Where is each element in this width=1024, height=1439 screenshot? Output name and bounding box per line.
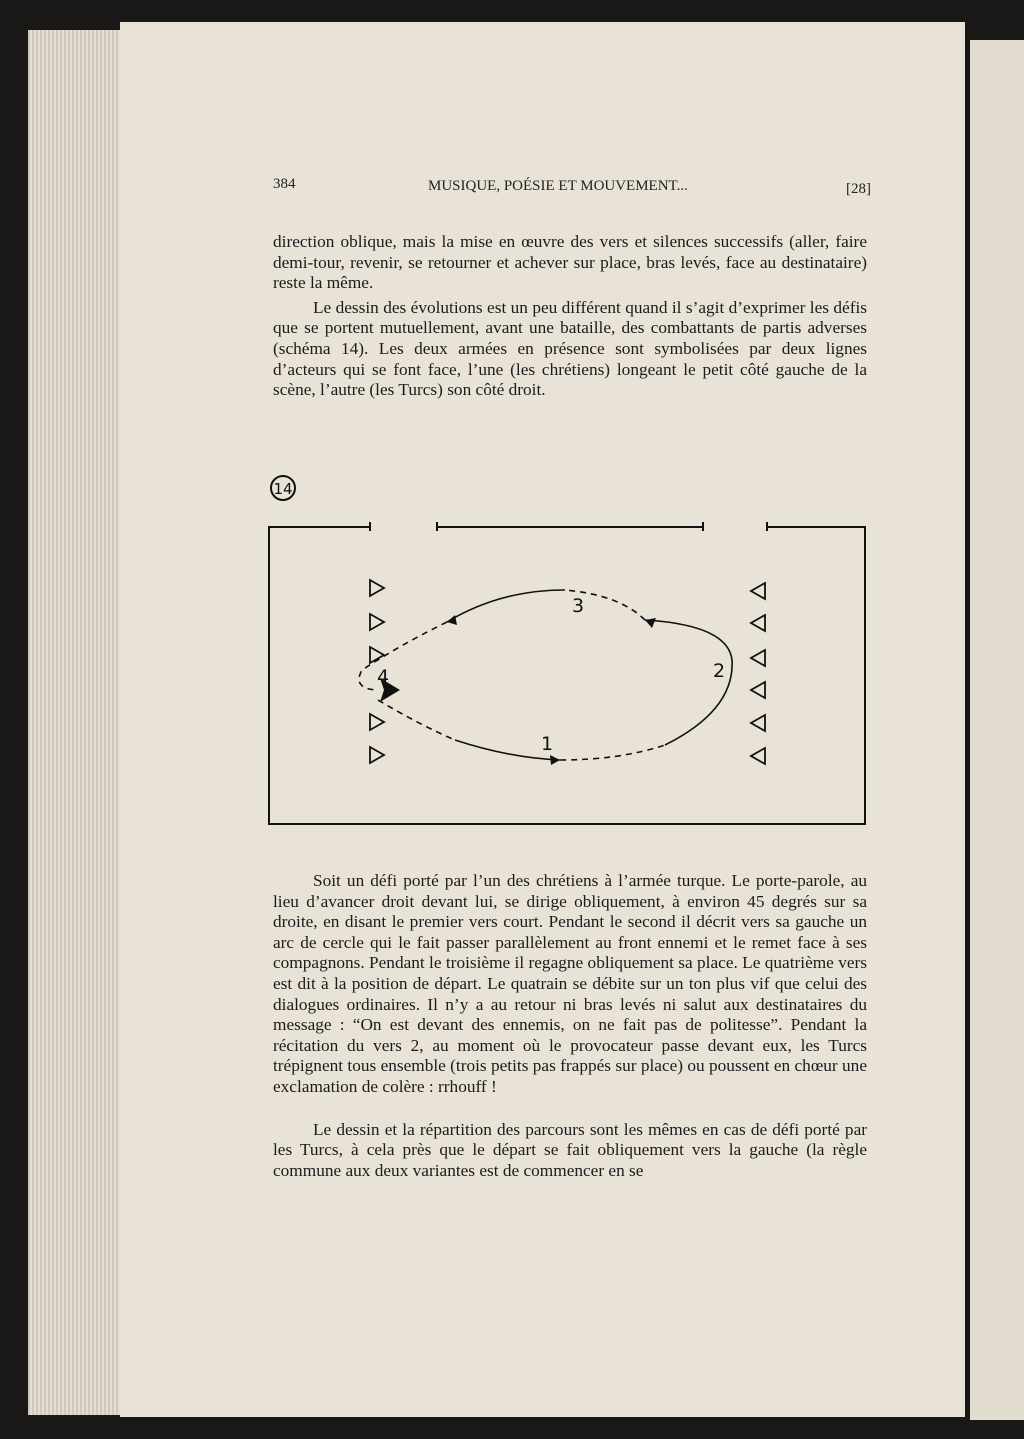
label-2: 2 (713, 660, 726, 682)
figure-number: 14 (273, 480, 293, 498)
page-number: 384 (273, 176, 296, 192)
figure-number-badge (271, 476, 295, 500)
path-arrows (380, 615, 656, 765)
label-3: 3 (572, 595, 585, 617)
label-4: 4 (377, 666, 390, 688)
stage-outline (269, 522, 865, 824)
label-1: 1 (541, 733, 554, 755)
turkish-actors (751, 583, 765, 764)
section-number: [28] (846, 181, 871, 197)
text-block-bottom (273, 871, 867, 1181)
paragraph: direction oblique, mais la mise en œuvre des vers et silences successifs (aller, faire demi-tour, revenir, se retourner et achever sur place, bras levés, face au destinataire) reste la même. (273, 232, 867, 293)
paragraph: Le dessin des évolutions est un peu différent quand il s’agit d’exprimer les défis que se portent mutuellement, avant une bataille, des combattants de partis adverses (schéma 14). Les deux armées en présence sont symbolisées par deux lignes d’acteurs qui se font face, l’une (les chrétiens) longeant le petit côté gauche de la scène, l’autre (les Turcs) son côté droit. (273, 297, 867, 400)
path-labels (377, 595, 725, 755)
paragraph: Le dessin et la répartition des parcours sont les mêmes en cas de défi porté par les Turcs, à cela près que le départ se fait obliquement vers la gauche (la règle commune aux deux variantes est de commencer en se (273, 1119, 867, 1180)
paragraph: Soit un défi porté par l’un des chrétiens à l’armée turque. Le porte-parole, au lieu d’avancer droit devant lui, se dirige obliquement, à environ 45 degrés sur sa droite, en disant le premier vers court. Pendant le second il décrit vers sa gauche un arc de cercle qui le fait passer parallèlement au front ennemi et le remet face à ses compagnons. Pendant le troisième il regagne obliquement sa place. Le quatrième vers est dit à la position de départ. Le quatrain se débite sur un ton plus vif que celui des dialogues ordinaires. Il n’y a au retour ni bras levés ni salut aux destinataires du message : “On est devant des ennemis, on ne fait pas de politesse”. Pendant la récitation du vers 2, au moment où le provocateur passe devant eux, les Turcs trépignent tous ensemble (trois petits pas frappés sur place) ou poussent en chœur une exclamation de colère : rrhouff ! (273, 871, 867, 1096)
running-title: MUSIQUE, POÉSIE ET MOUVEMENT... (428, 178, 688, 194)
